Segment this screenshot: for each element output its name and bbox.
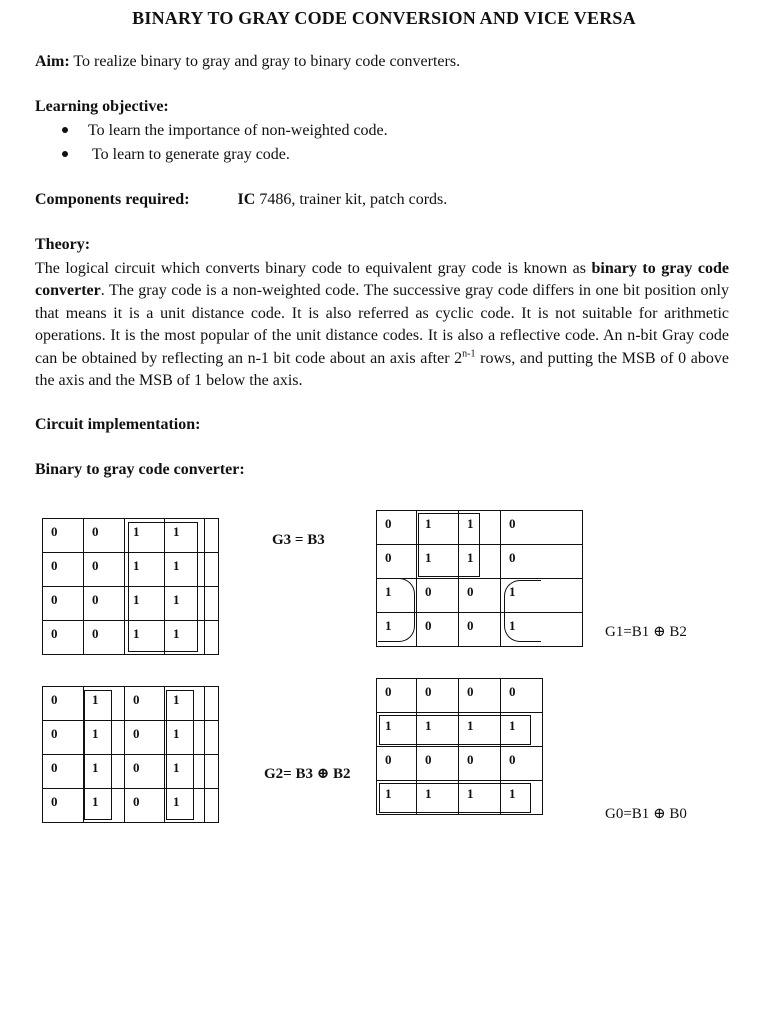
kmap-cell: 1 [417,713,459,747]
kmap-row [377,613,583,647]
kmap-cell: 1 [501,613,583,647]
kmap-g3 [42,518,219,655]
kmap-cell: 1 [84,789,125,823]
components-ic: IC [237,191,256,208]
kmap-row [43,721,219,755]
kmap-cell [205,687,219,721]
b2g-heading: Binary to gray code converter: [35,461,245,478]
kmap-cell: 1 [459,713,501,747]
kmap-row [43,621,219,655]
kmap-cell: 1 [165,789,205,823]
kmap-cell: 0 [43,621,84,655]
kmap-row [43,553,219,587]
kmap-cell: 1 [125,553,165,587]
kmap-cell: 0 [125,687,165,721]
kmap-cell: 1 [165,755,205,789]
kmap-row [377,781,543,815]
kmap-cell: 0 [43,721,84,755]
kmap-cell [205,621,219,655]
kmap-cell: 0 [125,789,165,823]
aim-text: To realize binary to gray and gray to binary code converters. [69,53,461,70]
kmap-cell: 0 [43,519,84,553]
kmap-row [43,519,219,553]
kmap-cell [205,721,219,755]
kmap-cell: 0 [43,755,84,789]
theory-bold-term: binary to gray code converter [35,260,730,300]
kmap-cell: 1 [165,721,205,755]
objective-item [62,146,290,164]
theory-paragraph [35,258,729,392]
equation-g2: G2= B3 ⊕ B2 [264,766,351,782]
kmap-row [377,747,543,781]
kmap-cell [205,587,219,621]
kmap-cell: 1 [501,579,583,613]
kmap-cell: 0 [501,679,543,713]
objective-item-text: To learn the importance of non-weighted code. [88,122,388,139]
kmap-cell: 1 [125,587,165,621]
kmap-cell: 1 [377,781,417,815]
kmap-cell: 0 [43,687,84,721]
equation-g3: G3 = B3 [272,532,325,548]
kmap-cell: 0 [417,679,459,713]
objective-heading: Learning objective: [35,98,169,115]
bullet-icon [62,127,68,133]
kmap-row [43,687,219,721]
aim-line [35,53,460,71]
bullet-icon [62,151,68,157]
kmap-cell: 0 [459,747,501,781]
kmap-cell: 0 [417,579,459,613]
kmap-cell [205,519,219,553]
kmap-cell: 0 [459,613,501,647]
kmap-cell: 0 [459,679,501,713]
objective-item [62,122,388,140]
components-text: 7486, trainer kit, patch cords. [255,191,448,208]
kmap-cell: 1 [459,545,501,579]
kmap-cell: 0 [377,545,417,579]
kmap-cell [205,789,219,823]
equation-g0: G0=B1 ⊕ B0 [605,806,687,822]
kmap-cell: 0 [43,553,84,587]
kmap-cell: 0 [377,747,417,781]
kmap-row [377,679,543,713]
kmap-cell: 0 [377,679,417,713]
theory-text: rows, and putting the MSB of 0 above the axis and the MSB of 1 below the axis. [35,349,729,390]
kmap-g2 [42,686,219,823]
components-label: Components required: [35,191,190,208]
kmap-cell [205,553,219,587]
kmap-cell: 0 [501,511,583,545]
kmap-cell: 0 [501,545,583,579]
kmap-cell: 0 [377,511,417,545]
kmap-row [377,713,543,747]
kmap-cell: 1 [377,579,417,613]
kmap-row [43,587,219,621]
kmap-cell: 1 [417,781,459,815]
kmap-cell: 1 [125,519,165,553]
theory-text: . The gray code is a non-weighted code. The successive gray code differs in one bit position only that means it is a unit distance code. It is also referred as cyclic code. It is not suitable for arithmetic operations. It is the most popular of the unit distance codes. It is also a reflective code. An n-bit Gray code can be obtained by reflecting an n-1 bit code about an axis after 2 [35,282,729,367]
kmap-cell: 1 [84,687,125,721]
kmap-cell: 0 [84,587,125,621]
theory-heading: Theory: [35,236,91,253]
kmap-cell: 1 [84,755,125,789]
kmap-cell: 1 [377,613,417,647]
components-line [35,191,447,209]
kmap-cell: 0 [43,789,84,823]
kmap-cell: 1 [165,621,205,655]
kmap-cell: 1 [417,545,459,579]
kmap-cell [205,755,219,789]
kmap-cell: 1 [501,781,543,815]
objective-item-text: To learn to generate gray code. [92,146,290,163]
kmap-cell: 1 [459,511,501,545]
kmap-cell: 1 [165,519,205,553]
circuit-heading: Circuit implementation: [35,416,201,433]
kmap-row [377,545,583,579]
kmap-g0 [376,678,543,815]
kmap-cell: 1 [125,621,165,655]
kmap-row [43,789,219,823]
kmap-cell: 1 [501,713,543,747]
kmap-cell: 0 [84,621,125,655]
theory-superscript: n-1 [462,348,476,360]
kmap-cell: 1 [165,553,205,587]
kmap-cell: 0 [84,519,125,553]
kmap-row [43,755,219,789]
kmap-cell: 0 [417,747,459,781]
equation-g1: G1=B1 ⊕ B2 [605,624,687,640]
kmap-cell: 0 [501,747,543,781]
kmap-cell: 1 [84,721,125,755]
theory-text: The logical circuit which converts binary code to equivalent gray code is known as [35,260,592,277]
kmap-cell: 0 [125,755,165,789]
kmap-cell: 1 [165,587,205,621]
page-title: BINARY TO GRAY CODE CONVERSION AND VICE VERSA [132,8,636,28]
kmap-cell: 1 [459,781,501,815]
kmap-cell: 1 [165,687,205,721]
kmap-cell: 0 [43,587,84,621]
kmap-cell: 1 [377,713,417,747]
kmap-cell: 1 [417,511,459,545]
kmap-cell: 0 [84,553,125,587]
kmap-row [377,511,583,545]
kmap-row [377,579,583,613]
kmap-g1 [376,510,583,647]
kmap-cell: 0 [125,721,165,755]
kmap-cell: 0 [459,579,501,613]
kmap-cell: 0 [417,613,459,647]
aim-label: Aim: [35,53,70,70]
